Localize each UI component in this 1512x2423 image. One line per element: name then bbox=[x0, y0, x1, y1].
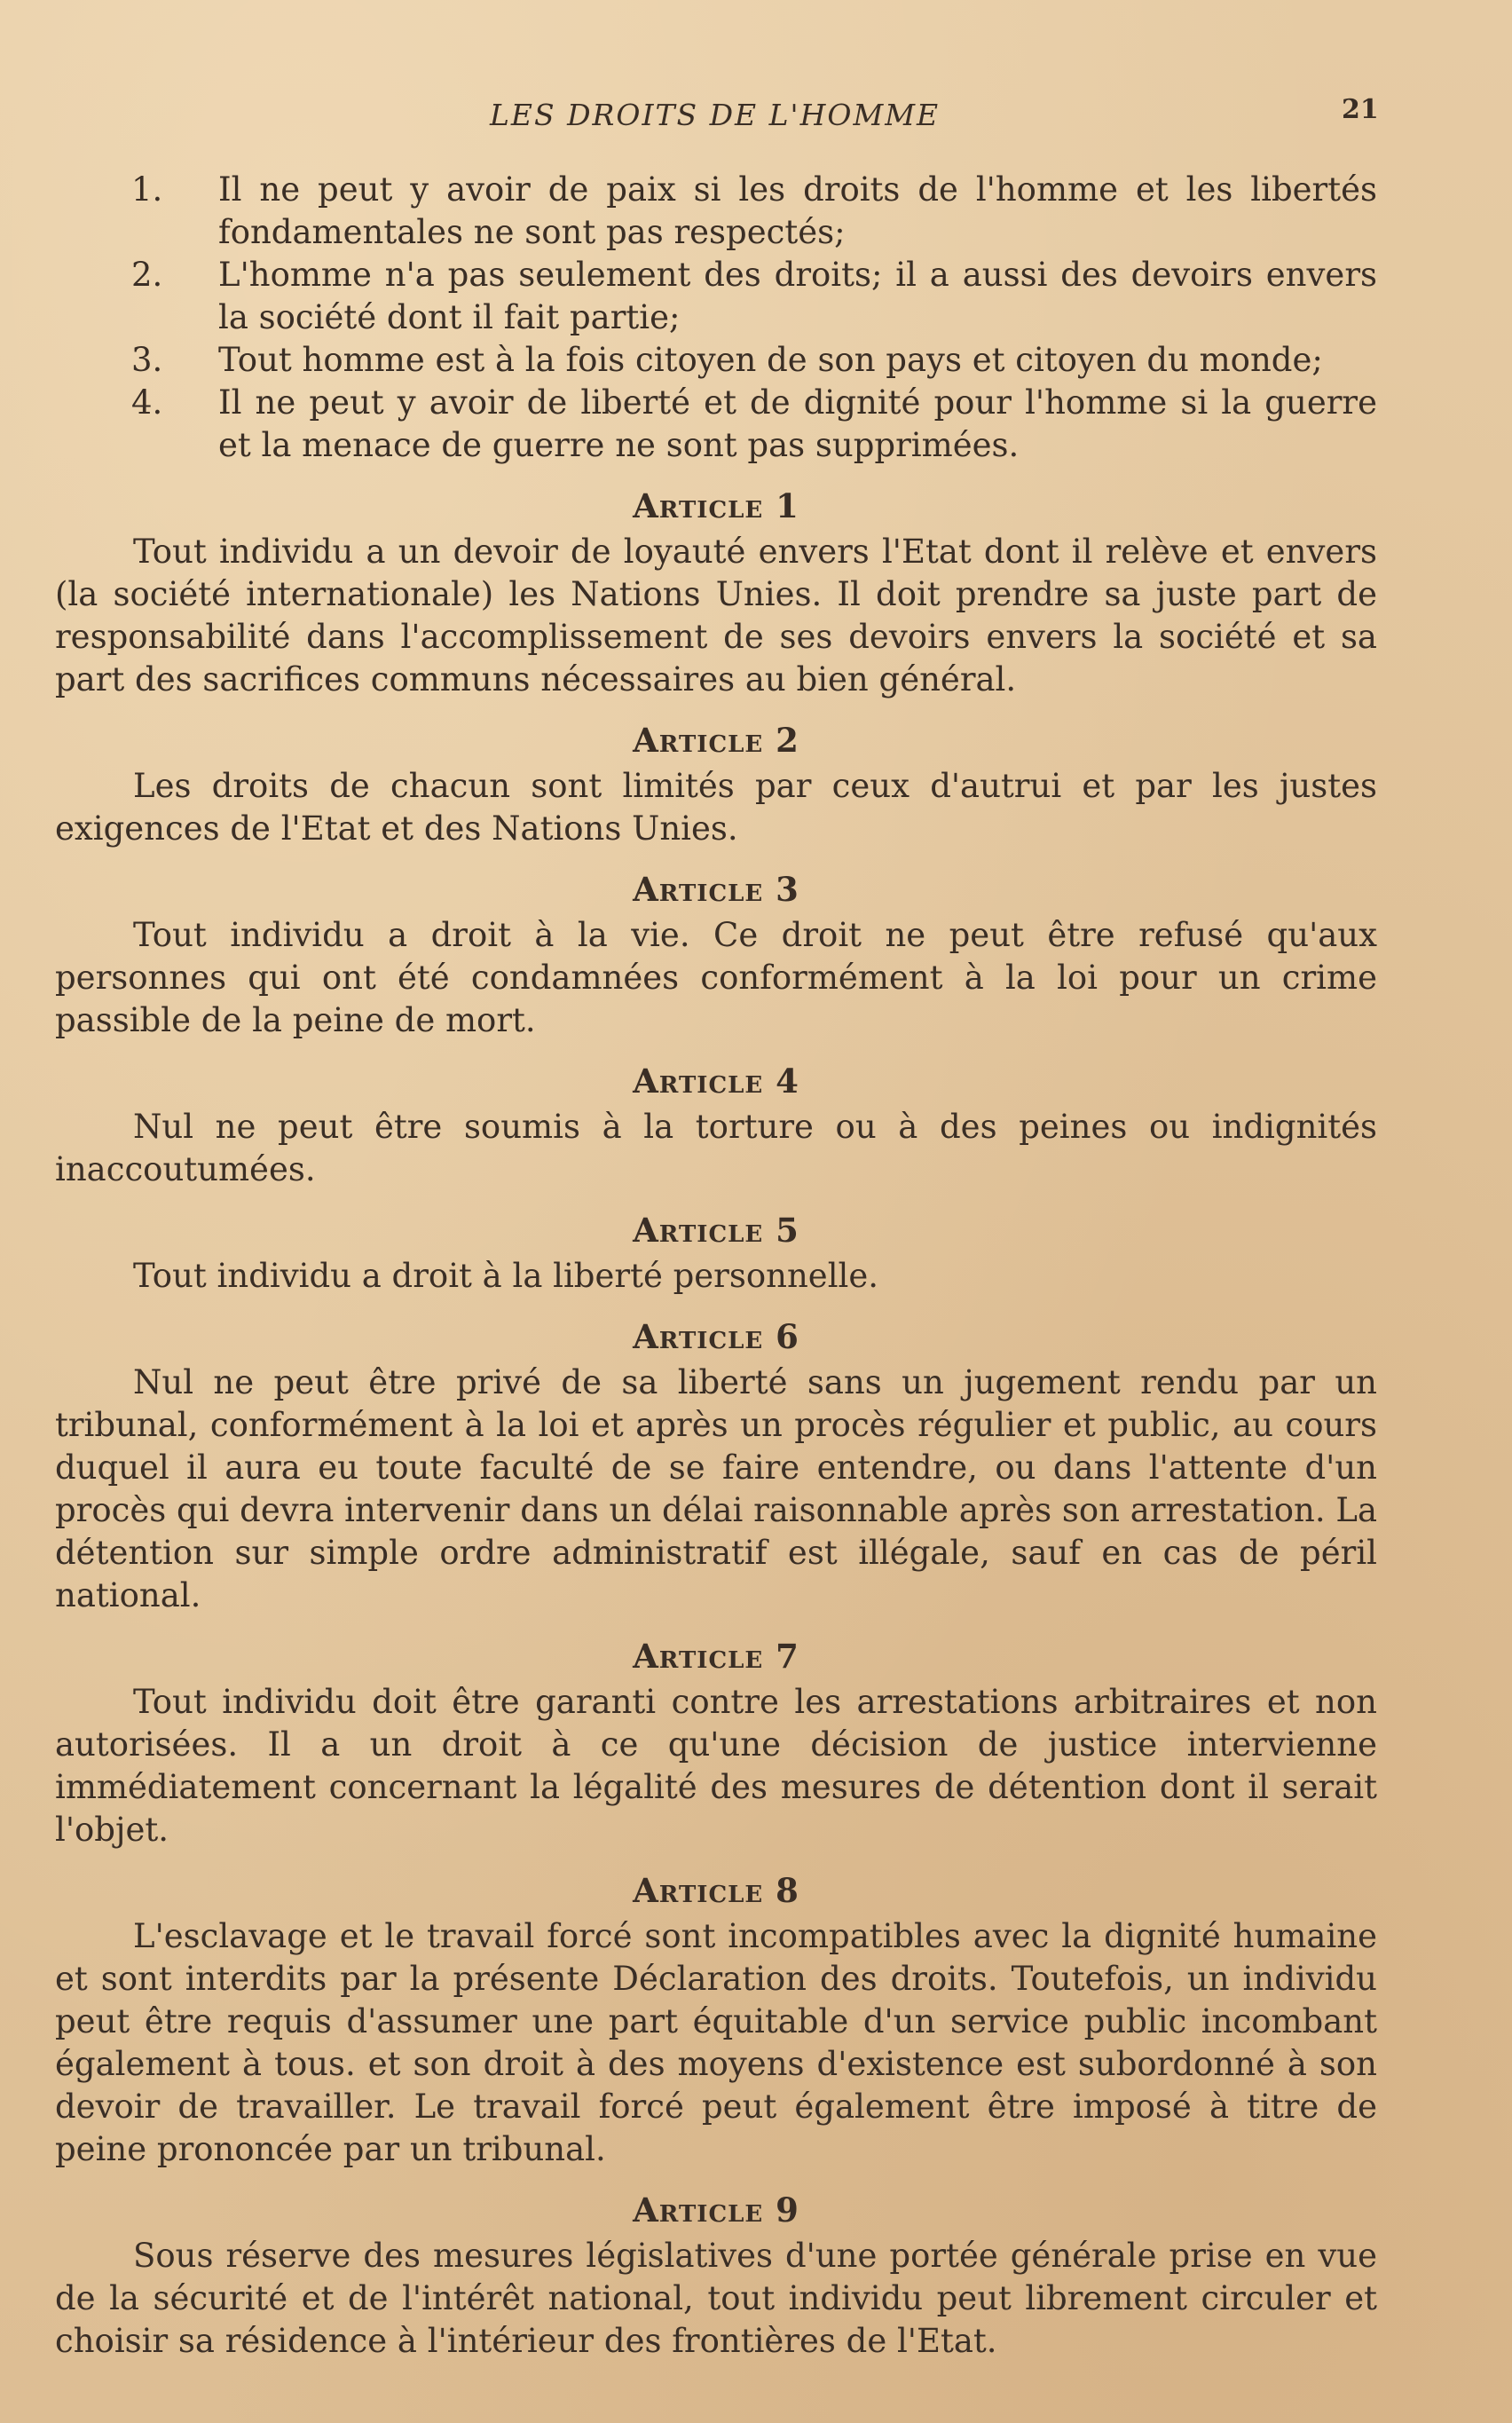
article-8 bbox=[55, 1869, 1377, 2171]
article-heading: Article 9 bbox=[633, 2190, 799, 2230]
article-2 bbox=[55, 719, 1377, 850]
list-item-number: 4. bbox=[131, 383, 163, 422]
list-item-text: L'homme n'a pas seulement des droits; il a aussi des devoirs envers la société dont il fait partie; bbox=[218, 256, 1377, 336]
article-heading: Article 4 bbox=[633, 1062, 799, 1101]
article-text: Tout individu a droit à la liberté personnelle. bbox=[133, 1257, 879, 1295]
page-body bbox=[55, 169, 1377, 2363]
article-9 bbox=[55, 2189, 1377, 2363]
article-text: Nul ne peut être soumis à la torture ou à des peines ou indignités inaccoutumées. bbox=[55, 1108, 1377, 1188]
article-heading: Article 3 bbox=[633, 870, 799, 909]
page-number: 21 bbox=[1342, 94, 1379, 125]
page-header bbox=[0, 91, 1512, 144]
article-6 bbox=[55, 1315, 1377, 1617]
list-item bbox=[55, 254, 1377, 339]
list-item bbox=[55, 169, 1377, 254]
list-item-text: Il ne peut y avoir de paix si les droits de l'homme et les libertés fondamentales ne sont pas respectés; bbox=[218, 170, 1377, 251]
list-item-text: Il ne peut y avoir de liberté et de dignité pour l'homme si la guerre et la menace de guerre ne sont pas supprimées. bbox=[218, 383, 1377, 464]
article-heading: Article 5 bbox=[633, 1211, 799, 1250]
list-item-number: 2. bbox=[131, 256, 163, 294]
article-text: Tout individu a droit à la vie. Ce droit ne peut être refusé qu'aux personnes qui ont été condamnées conformément à la loi pour un crime passible de la peine de mort. bbox=[55, 916, 1377, 1039]
list-item bbox=[55, 339, 1377, 382]
article-text: Nul ne peut être privé de sa liberté sans un jugement rendu par un tribunal, conformément à la loi et après un procès régulier et public, au cours duquel il aura eu toute faculté de se faire entendre, ou dans l'attente d'un procès qui devra intervenir dans un délai raisonnable après son arrestation. La détention sur simple ordre administratif est illégale, sauf en cas de péril national. bbox=[55, 1363, 1377, 1614]
article-text: Sous réserve des mesures législatives d'une portée générale prise en vue de la sécurité et de l'intérêt national, tout individu peut librement circuler et choisir sa résidence à l'intérieur des frontières de l'Etat. bbox=[55, 2237, 1377, 2360]
article-text: Tout individu a un devoir de loyauté envers l'Etat dont il relève et envers (la société internationale) les Nations Unies. Il doit prendre sa juste part de responsabilité dans l'accomplissement de ses devoirs envers la société et sa part des sacrifices communs nécessaires au bien général. bbox=[55, 533, 1377, 698]
article-text: Les droits de chacun sont limités par ceux d'autrui et par les justes exigences de l'Etat et des Nations Unies. bbox=[55, 767, 1377, 848]
article-4 bbox=[55, 1060, 1377, 1191]
article-3 bbox=[55, 868, 1377, 1042]
article-text: Tout individu doit être garanti contre les arrestations arbitraires et non autorisées. Il a un droit à ce qu'une décision de justice intervienne immédiatement concernant la légalité des mesures de détention dont il serait l'objet. bbox=[55, 1683, 1377, 1849]
article-heading: Article 8 bbox=[633, 1871, 799, 1910]
article-heading: Article 7 bbox=[633, 1637, 799, 1676]
principles-list bbox=[55, 169, 1377, 467]
running-title: LES DROITS DE L'HOMME bbox=[490, 98, 941, 132]
article-text: L'esclavage et le travail forcé sont incompatibles avec la dignité humaine et sont interdits par la présente Déclaration des droits. Toutefois, un individu peut être requis d'assumer une part équitable d'un service public incombant également à tous. et son droit à des moyens d'existence est subordonné à son devoir de travailler. Le travail forcé peut également être imposé à titre de peine prononcée par un tribunal. bbox=[55, 1917, 1377, 2168]
list-item bbox=[55, 382, 1377, 467]
article-heading: Article 1 bbox=[633, 486, 799, 525]
list-item-number: 1. bbox=[131, 170, 163, 209]
article-1 bbox=[55, 485, 1377, 701]
article-5 bbox=[55, 1209, 1377, 1298]
list-item-text: Tout homme est à la fois citoyen de son pays et citoyen du monde; bbox=[218, 341, 1323, 379]
article-heading: Article 6 bbox=[633, 1317, 799, 1356]
list-item-number: 3. bbox=[131, 341, 163, 379]
article-7 bbox=[55, 1635, 1377, 1851]
article-heading: Article 2 bbox=[633, 721, 799, 760]
